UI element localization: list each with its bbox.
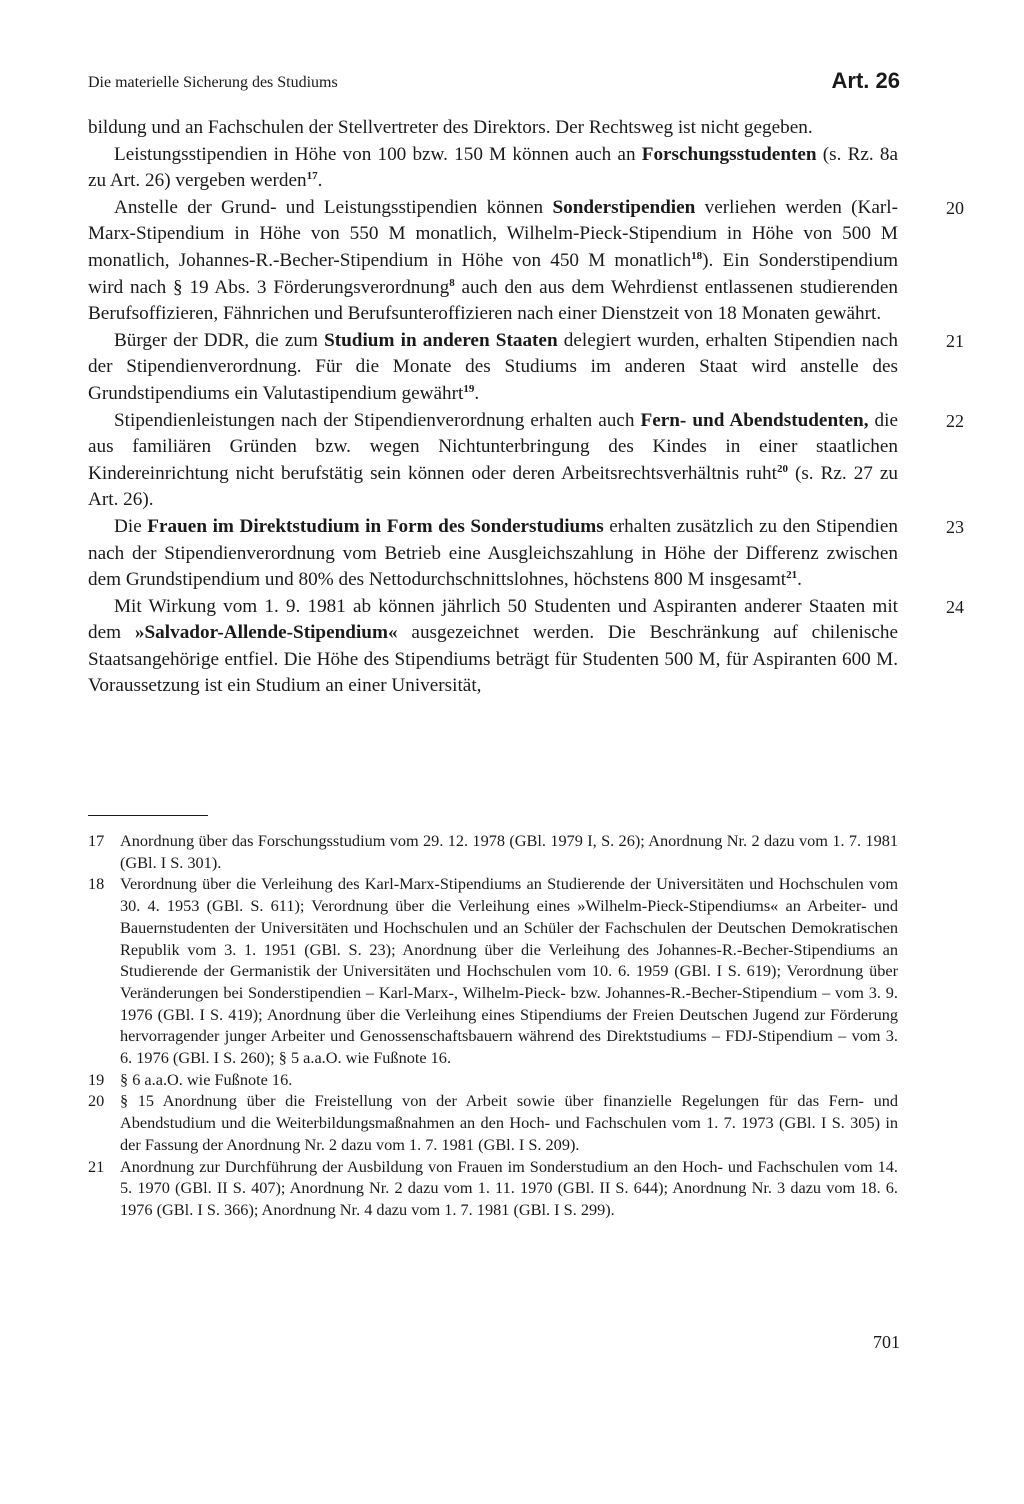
paragraph-21: 21 Bürger der DDR, die zum Studium in anderen Staaten delegiert wurden, erhalten Stipendien nach der Stipendienverordnung. Für die Monate des Studiums im anderen Staat wird anstelle des Grundstipendiums ein Valutastipendium gewährt$^{19}$. xyxy=(88,329,964,404)
paragraph-24: 24 Mit Wirkung vom 1. 9. 1981 ab können jährlich 50 Studenten und Aspiranten anderer Staaten mit dem »Salvador-Allende-Stipendium« ausgezeichnet werden. Die Beschränkung auf chilenische Staatsangehörige entfiel. Die Höhe des Stipendiums beträgt für Studenten 500 M, für Aspiranten 600 M. Voraussetzung ist ein Studium an einer Universität, xyxy=(88,595,964,697)
footnote-text: Verordnung über die Verleihung des Karl-Marx-Stipendiums an Studierende der Universitäten und Hochschulen vom 30. 4. 1953 (GBl. S. 611); Verordnung über die Verleihung eines »Wilhelm-Pieck-Stipendiums« an Arbeiter- und Bauernstudenten der Universitäten und Hochschulen und an Schüler der Fachschulen der Deutschen Demokratischen Republik vom 3. 1. 1951 (GBl. S. 23); Anordnung über die Verleihung des Johannes-R.-Becher-Stipendiums an Studierende der Germanistik der Universitäten und Hochschulen vom 10. 6. 1959 (GBl. I S. 619); Verordnung über Veränderungen bei Sonderstipendien – Karl-Marx-, Wilhelm-Pieck- bzw. Johannes-R.-Becher-Stipendium – vom 3. 9. 1976 (GBl. I S. 419); Anordnung über die Verleihung eines Stipendiums der Freien Deutschen Jugend zur Förderung hervorragender junger Arbeiter und Genossenschaftsbauern während des Direktstudiums – FDJ-Stipendium – vom 3. 6. 1976 (GBl. I S. 260); § 5 a.a.O. wie Fußnote 16. xyxy=(120,874,898,1068)
footnote-number: 17 xyxy=(88,831,105,850)
bold-term: »Salvador-Allende-Stipendium« xyxy=(134,622,398,644)
footnote-19 xyxy=(88,1069,898,1091)
margin-number: 20 xyxy=(946,197,964,218)
footnote-text: § 6 a.a.O. wie Fußnote 16. xyxy=(120,1069,293,1089)
footnote-20 xyxy=(88,1090,898,1155)
main-text xyxy=(88,115,964,700)
footnote-ref: 19 xyxy=(463,382,475,395)
footnote-ref: 20 xyxy=(776,462,788,475)
paragraph-20: 20 Anstelle der Grund- und Leistungsstipendien können Sonderstipendien verliehen werden (Karl-Marx-Stipendium in Höhe von 550 M monatlich, Wilhelm-Pieck-Stipendium in Höhe von 500 M monatlich, Johannes-R.-Becher-Stipendium in Höhe von 450 M monatlich$^{18}$). Ein Sonderstipendium wird nach § 19 Abs. 3 Förderungsverordnung$^8$ auch den aus dem Wehrdienst entlassenen studierenden Berufsoffizieren, Fähnrichen und Berufsunteroffizieren nach einer Dienstzeit von 18 Monaten gewährt. xyxy=(88,196,964,325)
footnote-text: Anordnung über das Forschungsstudium vom 29. 12. 1978 (GBl. 1979 I, S. 26); Anordnung Nr. 2 dazu vom 1. 7. 1981 (GBl. I S. 301). xyxy=(120,831,898,872)
paragraph-forschungsstudenten: Leistungsstipendien in Höhe von 100 bzw. 150 M können auch an Forschungsstudenten (s. Rz. 8a zu Art. 26) vergeben werden$^{17}$. xyxy=(88,143,899,192)
footnote-ref: 18 xyxy=(691,249,703,262)
paragraph-continuation: bildung und an Fachschulen der Stellvertreter des Direktors. Der Rechtsweg ist nicht gegeben. xyxy=(88,117,813,138)
footnote-ref: 17 xyxy=(306,170,318,183)
footnote-21 xyxy=(88,1156,898,1221)
page-number: 701 xyxy=(873,1332,900,1352)
footnote-ref: 8 xyxy=(449,276,455,289)
bold-term: Sonderstipendien xyxy=(552,196,696,218)
margin-number: 22 xyxy=(946,410,964,431)
footnote-separator xyxy=(88,815,208,816)
margin-number: 23 xyxy=(946,516,964,537)
footnotes xyxy=(88,830,898,1221)
paragraph-23: 23 Die Frauen im Direktstudium in Form des Sonderstudiums erhalten zusätzlich zu den Stipendien nach der Stipendienverordnung vom Betrieb eine Ausgleichszahlung in Höhe der Differenz zwischen dem Grundstipendium und 80% des Nettodurchschnittslohnes, höchstens 800 M insgesamt$^{21}$. xyxy=(88,515,964,591)
footnote-number: 18 xyxy=(88,874,105,894)
margin-number: 21 xyxy=(946,330,964,351)
footnote-text: Anordnung zur Durchführung der Ausbildung von Frauen im Sonderstudium an den Hoch- und Fachschulen vom 14. 5. 1970 (GBl. II S. 407); Anordnung Nr. 2 dazu vom 1. 11. 1970 (GBl. II S. 644); Anordnung Nr. 3 dazu vom 18. 6. 1976 (GBl. I S. 366); Anordnung Nr. 4 dazu vom 1. 7. 1981 (GBl. I S. 299). xyxy=(120,1156,898,1219)
footnote-17 xyxy=(88,830,898,873)
margin-number: 24 xyxy=(946,596,964,617)
footnote-number: 19 xyxy=(88,1069,105,1089)
bold-term: Studium in anderen Staaten xyxy=(324,329,558,351)
footnote-ref: 21 xyxy=(786,569,798,582)
footnote-number: 20 xyxy=(88,1091,105,1111)
bold-term: Fern- und Abendstudenten, xyxy=(640,409,869,431)
bold-term: Frauen im Direktstudium in Form des Sonderstudiums xyxy=(147,515,604,537)
running-head: Die materielle Sicherung des Studiums xyxy=(88,74,338,91)
article-number: Art. 26 xyxy=(831,68,900,93)
paragraph-22: 22 Stipendienleistungen nach der Stipendienverordnung erhalten auch Fern- und Abendstudenten, die aus familiären Gründen bzw. wegen Nichtunterbringung des Kindes in einer staatlichen Kindereinrichtung nicht berufstätig sein können oder deren Arbeitsrechtsverhältnis ruht$^{20}$ (s. Rz. 27 zu Art. 26). xyxy=(88,409,964,511)
footnote-18 xyxy=(88,873,898,1068)
footnote-text: § 15 Anordnung über die Freistellung von der Arbeit sowie über finanzielle Regelungen für das Fern- und Abendstudium und die Weiterbildungsmaßnahmen an den Hoch- und Fachschulen vom 1. 7. 1973 (GBl. I S. 305) in der Fassung der Anordnung Nr. 2 dazu vom 1. 7. 1981 (GBl. I S. 209). xyxy=(120,1091,898,1154)
footnote-number: 21 xyxy=(88,1156,105,1176)
bold-term: Forschungsstudenten xyxy=(641,143,817,165)
